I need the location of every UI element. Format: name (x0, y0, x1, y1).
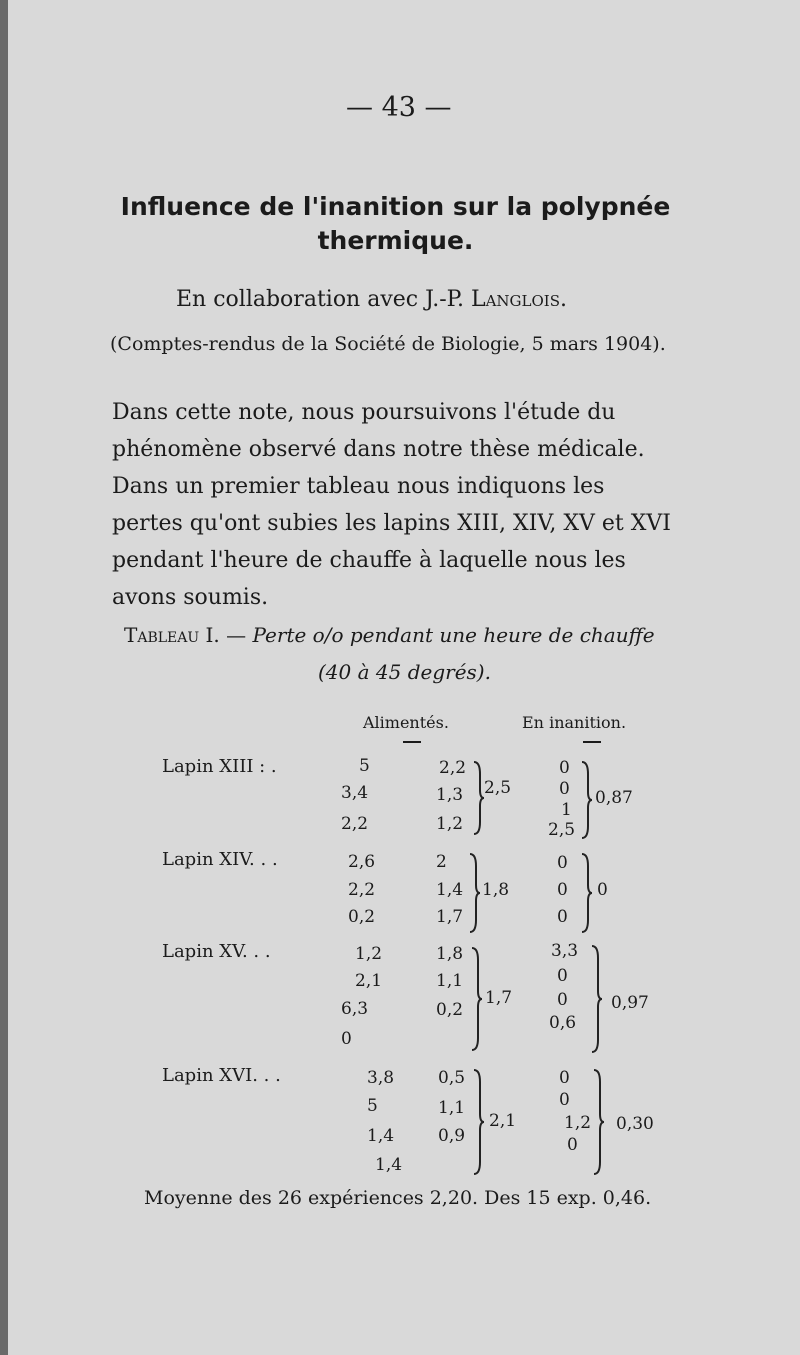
fed-value: 1,4 (375, 1155, 403, 1175)
header-dash (403, 741, 421, 743)
starved-value: 0 (559, 758, 570, 778)
fed-value: 0,2 (436, 1000, 464, 1020)
starved-value: 0 (557, 990, 568, 1010)
fed-value: 1,4 (436, 880, 464, 900)
right-brace-icon (472, 1068, 486, 1176)
fed-value: 0,2 (348, 907, 376, 927)
paragraph-2: Dans un premier tableau nous indiquons les pertes qu'ont subies les lapins XIII, XIV, XV et XVI pendant l'heure de chauffe à laquelle nous les avons soumis. (112, 474, 671, 610)
right-brace-icon (470, 946, 484, 1052)
collaboration-prefix: En collaboration avec J.-P. (176, 287, 471, 312)
right-brace-icon (580, 760, 594, 840)
starved-value: 0 (559, 779, 570, 799)
fed-value: 2,2 (341, 814, 369, 834)
column-header-starved: En inanition. (522, 713, 627, 732)
fed-value: 0,5 (438, 1068, 466, 1088)
starved-value: 0 (557, 880, 568, 900)
fed-value: 5 (359, 756, 370, 776)
fed-value: 2,2 (439, 758, 467, 778)
starved-mean: 0,97 (611, 993, 649, 1013)
fed-value: 1,8 (436, 944, 464, 964)
starved-value: 0,6 (549, 1013, 577, 1033)
starved-value: 0 (559, 1068, 570, 1088)
header-dash (583, 741, 601, 743)
starved-value: 0 (559, 1090, 570, 1110)
starved-value: 0 (557, 907, 568, 927)
starved-value: 0 (567, 1135, 578, 1155)
fed-value: 2,1 (355, 971, 383, 991)
fed-value: 1,1 (436, 971, 464, 991)
table-caption-line2: (40 à 45 degrés). (318, 660, 491, 684)
fed-value: 1,3 (436, 785, 464, 805)
collaborator-name: Langlois. (470, 287, 567, 312)
starved-mean: 0 (597, 880, 608, 900)
collaboration-line (176, 287, 567, 312)
table-caption-label: Tableau I. — (124, 623, 253, 647)
fed-value: 0,9 (438, 1126, 466, 1146)
right-brace-icon (580, 852, 594, 934)
right-brace-icon (592, 1068, 606, 1176)
starved-value: 1 (561, 800, 572, 820)
fed-value: 0 (341, 1029, 352, 1049)
fed-value: 1,7 (436, 907, 464, 927)
paragraph-1: Dans cette note, nous poursuivons l'étude du phénomène observé dans notre thèse médicale. (112, 400, 645, 462)
fed-value: 2,6 (348, 852, 376, 872)
right-brace-icon (472, 760, 486, 836)
fed-value: 1,2 (436, 814, 464, 834)
starved-mean: 0,87 (595, 788, 633, 808)
fed-value: 2 (436, 852, 447, 872)
row-label-lapin-xvi: Lapin XVI. . . (162, 1065, 281, 1086)
table-caption-text: Perte o/o pendant une heure de chauffe (252, 623, 655, 647)
starved-value: 3,3 (551, 941, 579, 961)
document-page (8, 0, 800, 1355)
page-number: — 43 — (346, 92, 452, 123)
fed-mean: 1,8 (482, 880, 510, 900)
column-header-fed: Alimentés. (363, 713, 449, 732)
fed-value: 3,4 (341, 783, 369, 803)
row-label-lapin-xv: Lapin XV. . . (162, 941, 271, 962)
fed-value: 1,4 (367, 1126, 395, 1146)
starved-value: 0 (557, 966, 568, 986)
source-citation: (Comptes-rendus de la Société de Biologie, 5 mars 1904). (110, 333, 666, 355)
article-title: Influence de l'inanition sur la polypnée thermique. (120, 192, 671, 255)
fed-value: 6,3 (341, 999, 369, 1019)
fed-value: 1,2 (355, 944, 383, 964)
row-label-lapin-xiii: Lapin XIII : . (162, 756, 277, 777)
fed-mean: 2,1 (489, 1111, 517, 1131)
fed-value: 2,2 (348, 880, 376, 900)
starved-value: 2,5 (548, 820, 576, 840)
fed-value: 5 (367, 1096, 378, 1116)
fed-value: 3,8 (367, 1068, 395, 1088)
starved-value: 0 (557, 853, 568, 873)
row-label-lapin-xiv: Lapin XIV. . . (162, 849, 278, 870)
table-footer-average: Moyenne des 26 expériences 2,20. Des 15 exp. 0,46. (144, 1187, 652, 1209)
fed-mean: 1,7 (485, 988, 513, 1008)
right-brace-icon (590, 944, 604, 1054)
starved-value: 1,2 (564, 1113, 592, 1133)
fed-value: 1,1 (438, 1098, 466, 1118)
table-caption (124, 623, 655, 647)
fed-mean: 2,5 (484, 778, 512, 798)
right-brace-icon (468, 852, 482, 934)
starved-mean: 0,30 (616, 1114, 654, 1134)
